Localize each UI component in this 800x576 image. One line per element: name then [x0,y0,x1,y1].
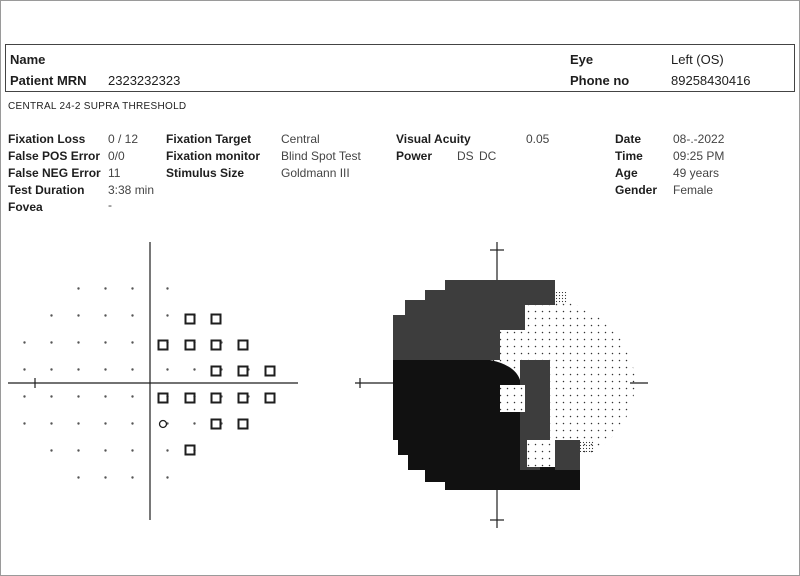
threshold-point-map [8,242,298,520]
point-dot [77,287,79,289]
defect-square-marker [186,315,195,324]
defect-square-marker [212,367,221,376]
defect-square-marker [159,341,168,350]
defect-square-marker [239,420,248,429]
defect-square-marker [186,394,195,403]
test-name: CENTRAL 24-2 SUPRA THRESHOLD [8,101,187,112]
defect-point-markers [159,315,275,455]
relative-defect-marker [160,421,167,428]
eye-label: Eye [570,52,594,67]
fovea-value: - [108,198,112,212]
defect-square-marker [266,367,275,376]
point-dot [77,449,79,451]
defect-square-marker [239,367,248,376]
point-dot [77,395,79,397]
point-dot [131,476,133,478]
point-dot [131,314,133,316]
point-dot [50,368,52,370]
defect-square-marker [239,394,248,403]
point-dot [104,395,106,397]
point-dot [193,422,195,424]
false-neg-label: False NEG Error [8,166,101,180]
name-label: Name [10,52,46,67]
hatched-cell [555,292,567,304]
fixation-target-value: Central [281,132,320,146]
point-dot [166,287,168,289]
duration-label: Test Duration [8,183,85,197]
point-dot [131,341,133,343]
time-value: 09:25 PM [673,149,725,163]
power-dc: DC [479,149,497,163]
defect-square-marker [266,394,275,403]
point-dot [104,341,106,343]
gender-label: Gender [615,183,658,197]
duration-value: 3:38 min [108,183,155,197]
point-dot [193,368,195,370]
point-dot [104,476,106,478]
gender-value: Female [673,183,714,197]
defect-square-marker [186,341,195,350]
point-dot [77,422,79,424]
point-dot [104,314,106,316]
point-dot [23,395,25,397]
point-dot [131,368,133,370]
defect-square-marker [186,446,195,455]
mrn-value: 2323232323 [108,73,181,88]
point-dot [50,422,52,424]
point-dot [104,368,106,370]
point-dot [23,341,25,343]
point-dot [166,314,168,316]
point-dot [131,287,133,289]
lower-right-gray-block [555,440,580,470]
point-dot [166,449,168,451]
eye-value: Left (OS) [671,52,724,67]
power-ds: DS [457,149,474,163]
point-dot [104,449,106,451]
defect-square-marker [212,315,221,324]
fixation-monitor-label: Fixation monitor [166,149,260,163]
point-dot [77,476,79,478]
point-dot [50,395,52,397]
fixation-loss-value: 0 / 12 [108,132,139,146]
fixation-loss-label: Fixation Loss [8,132,86,146]
point-dot [131,395,133,397]
stimulus-label: Stimulus Size [166,166,245,180]
grayscale-map [355,242,648,528]
phone-label: Phone no [570,73,630,88]
point-dot [50,314,52,316]
fixation-target-label: Fixation Target [166,132,252,146]
point-dot [77,368,79,370]
false-pos-value: 0/0 [108,149,125,163]
stimulus-value: Goldmann III [281,166,350,180]
fixation-monitor-value: Blind Spot Test [281,149,361,163]
fovea-label: Fovea [8,200,43,214]
point-dot [131,422,133,424]
time-label: Time [615,149,643,163]
acuity-label: Visual Acuity [396,132,471,146]
point-dot [77,314,79,316]
acuity-value: 0.05 [526,132,550,146]
date-value: 08-.-2022 [673,132,725,146]
defect-square-marker [212,341,221,350]
date-label: Date [615,132,642,146]
point-dot [166,476,168,478]
point-dot [23,368,25,370]
point-dot [50,449,52,451]
defect-square-marker [212,394,221,403]
defect-square-marker [239,341,248,350]
age-label: Age [615,166,638,180]
hatched-cell [580,440,594,452]
defect-square-marker [159,394,168,403]
point-dot [131,449,133,451]
spared-point-dots [527,440,555,467]
false-neg-value: 11 [108,166,121,180]
power-label: Power [396,149,433,163]
point-dot [50,341,52,343]
defect-square-marker [212,420,221,429]
false-pos-label: False POS Error [8,149,101,163]
phone-value: 89258430416 [671,73,751,88]
spared-point-dots [500,385,525,412]
point-dot [166,368,168,370]
point-dot [104,422,106,424]
point-dot [23,422,25,424]
mrn-label: Patient MRN [10,73,87,88]
point-dot [104,287,106,289]
age-value: 49 years [673,166,720,180]
point-dot [77,341,79,343]
